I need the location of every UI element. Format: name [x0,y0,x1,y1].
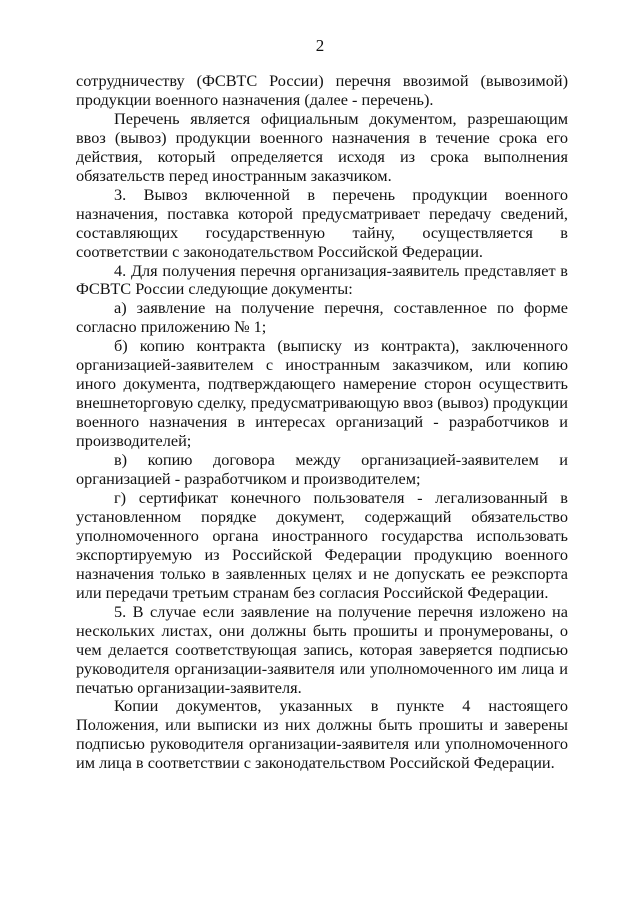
paragraph-item-4: 4. Для получения перечня организация-заявитель представляет в ФСВТС России следующие документы: [76,260,568,299]
paragraph-item-3: 3. Вывоз включенной в перечень продукции военного назначения, поставка которой предусматривает передачу сведений, составляющих государственную тайну, осуществляется в соответствии с законодательством Российской Федерации. [76,184,568,261]
paragraph-item-5: 5. В случае если заявление на получение перечня изложено на нескольких листах, они должны быть прошиты и пронумерованы, о чем делается соответствующая запись, которая заверяется подписью руководителя организации-заявителя или уполномоченного им лица и печатью организации-заявителя. [76,601,568,697]
paragraph-subitem-v: в) копию договора между организацией-заявителем и организацией - разработчиком и производителем; [76,450,568,489]
page-number: 2 [315,36,325,55]
paragraph-subitem-b: б) копию контракта (выписку из контракта), заключенного организацией-заявителем с иностранным заказчиком, или копию иного документа, подтверждающего намерение сторон осуществить внешнеторговую сделку, предусматривающую ввоз (вывоз) продукции военного назначения в интересах организаций - разработчиков и производителей; [76,336,568,451]
document-body [76,72,568,773]
paragraph-copies: Копии документов, указанных в пункте 4 настоящего Положения, или выписки из них должны быть прошиты и заверены подписью руководителя организации-заявителя или уполномоченного им лица в соответствии с законодательством Российской Федерации. [76,696,568,773]
paragraph-list-definition: Перечень является официальным документом, разрешающим ввоз (вывоз) продукции военного назначения в течение срока его действия, который определяется исходя из срока выполнения обязательств перед иностранным заказчиком. [76,108,568,185]
paragraph-continuation: сотрудничеству (ФСВТС России) перечня ввозимой (вывозимой) продукции военного назначения (далее - перечень). [76,71,568,109]
paragraph-subitem-g: г) сертификат конечного пользователя - легализованный в установленном порядке документ, содержащий обязательство уполномоченного органа иностранного государства использовать экспортируемую из Российской Федерации продукцию военного назначения только в заявленных целях и не допускать ее реэкспорта или передачи третьим странам без согласия Российской Федерации. [76,487,568,602]
paragraph-subitem-a: а) заявление на получение перечня, составленное по форме согласно приложению № 1; [76,298,568,337]
